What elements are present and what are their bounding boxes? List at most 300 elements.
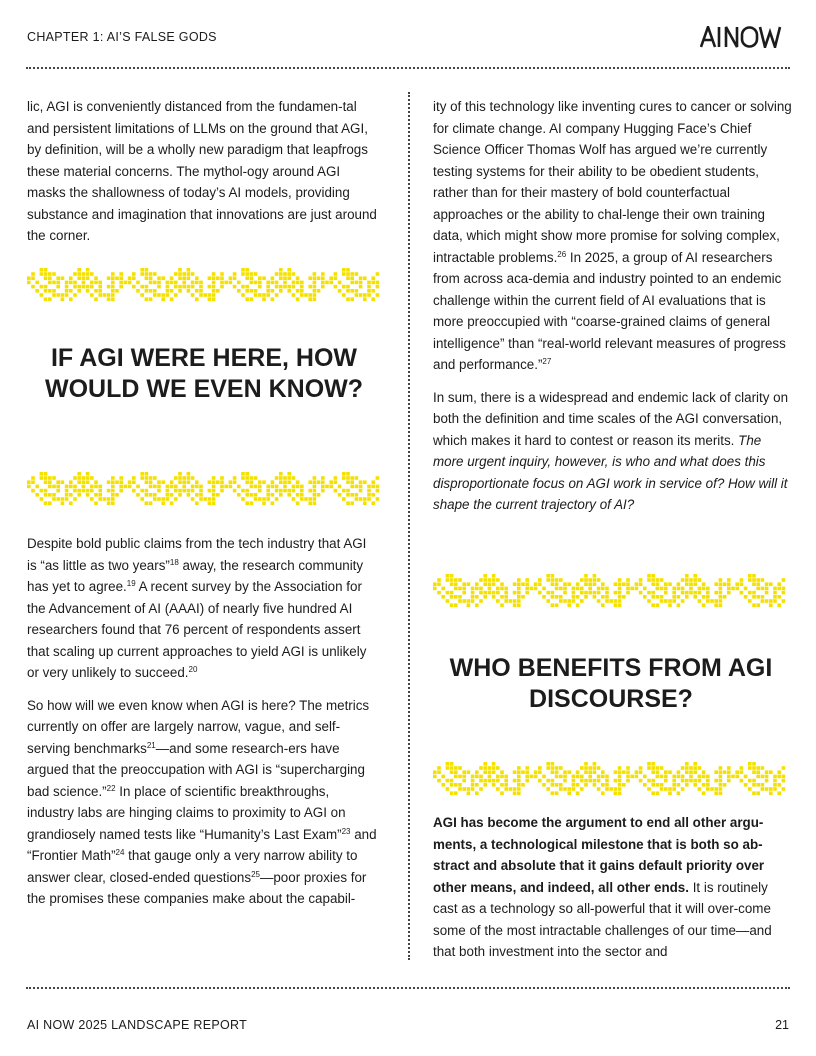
ornament-pixel [170,493,174,497]
ornament-pixel [765,779,769,783]
ornament-pixel [488,766,492,770]
ornament-pixel [90,489,94,493]
ornament-pixel [283,272,287,276]
ornament-pixel [178,489,182,493]
ornament-pixel [166,485,170,489]
ornament-pixel [325,281,329,285]
ornament-pixel [174,281,178,285]
ornament-pixel [462,770,466,774]
ornament-pixel [769,582,773,586]
ornament-pixel [287,476,291,480]
ornament-pixel [517,595,521,599]
ornament-pixel [376,497,380,501]
ornament-pixel [145,493,149,497]
ornament-pixel [182,489,186,493]
ornament-pixel [584,591,588,595]
ornament-pixel [149,485,153,489]
ornament-pixel [77,489,81,493]
ornament-pixel [359,285,363,289]
ornament-pixel [475,582,479,586]
ornament-pixel [355,281,359,285]
paragraph: lic, AGI is conveniently distanced from the fundamen-tal and persistent limitations of LLMs on the ground that AGI, by definition, will be a wholly new paradigm that leapfrogs these material concerns. The mythol-ogy around AGI masks the shallowness of today’s AI models, providing substance and imagination that innovations are just around the corner. [27,99,377,243]
ornament-pixel [153,485,157,489]
ornament-pixel [441,775,445,779]
ornament-pixel [371,485,375,489]
ornament-pixel [752,791,756,795]
ornament-pixel [580,587,584,591]
ornament-pixel [149,493,153,497]
ornament-pixel [346,272,350,276]
ornament-pixel [614,591,618,595]
ornament-pixel [287,272,291,276]
ornament-pixel [542,775,546,779]
ornament-pixel [40,472,44,476]
ornament-pixel [475,603,479,607]
ornament-pixel [279,476,283,480]
ornament-pixel [500,587,504,591]
ornament-pixel [287,268,291,272]
ornament-pixel [534,587,538,591]
ornament-pixel [513,591,517,595]
ornament-pixel [250,281,254,285]
ornament-pixel [605,595,609,599]
ornament-pixel [61,297,65,301]
ornament-pixel [161,276,165,280]
ornament-pixel [446,591,450,595]
ornament-pixel [546,779,550,783]
ornament-pixel [77,268,81,272]
ornament-pixel [773,595,777,599]
ornament-pixel [483,766,487,770]
ornament-pixel [145,489,149,493]
ornament-pixel [677,770,681,774]
ornament-pixel [685,762,689,766]
ornament-pixel [56,497,60,501]
ornament-pixel [220,489,224,493]
ornament-pixel [245,476,249,480]
ornament-pixel [454,783,458,787]
ornament-pixel [626,578,630,582]
ornament-pixel [61,293,65,297]
ornament-pixel [317,480,321,484]
ornament-pixel [329,281,333,285]
ornament-pixel [346,276,350,280]
ornament-pixel [664,599,668,603]
ornament-pixel [740,591,744,595]
ornament-pixel [245,285,249,289]
ornament-pixel [588,578,592,582]
ornament-pixel [597,591,601,595]
ornament-pixel [618,599,622,603]
ornament-pixel [446,578,450,582]
ornament-pixel [605,787,609,791]
ornament-pixel [639,779,643,783]
ornament-pixel [199,293,203,297]
ornament-pixel [609,787,613,791]
ornament-pixel [605,783,609,787]
ornament-pixel [287,472,291,476]
ornament-pixel [551,603,555,607]
ornament-pixel [551,779,555,783]
ornament-pixel [44,276,48,280]
ornament-pixel [145,472,149,476]
ornament-pixel [103,497,107,501]
ornament-pixel [82,285,86,289]
ornament-pixel [500,595,504,599]
ornament-pixel [44,493,48,497]
ornament-pixel [714,603,718,607]
ornament-pixel [782,766,786,770]
ornament-pixel [677,595,681,599]
ornament-pixel [44,285,48,289]
ornament-pixel [178,472,182,476]
ornament-pixel [656,587,660,591]
ornament-pixel [119,480,123,484]
ornament-pixel [346,285,350,289]
ornament-pixel [626,587,630,591]
ornament-pixel [48,276,52,280]
ornament-pixel [672,595,676,599]
ornament-pixel [555,603,559,607]
ornament-pixel [647,779,651,783]
ornament-pixel [90,272,94,276]
ornament-pixel [761,766,765,770]
ornament-pixel [266,489,270,493]
ornament-pixel [212,501,216,505]
ornament-pixel [355,497,359,501]
ornament-pixel [492,578,496,582]
ornament-pixel [262,480,266,484]
ornament-pixel [618,779,622,783]
ornament-pixel [359,489,363,493]
ornament-pixel [258,281,262,285]
ornament-pixel [458,578,462,582]
ornament-pixel [182,272,186,276]
ornament-pixel [719,599,723,603]
ornament-pixel [279,493,283,497]
ornament-pixel [651,762,655,766]
ornament-pixel [693,783,697,787]
ornament-pixel [651,582,655,586]
ornament-pixel [77,272,81,276]
ornament-pixel [765,599,769,603]
ornament-pixel [376,272,380,276]
ornament-pixel [334,480,338,484]
ornament-pixel [212,289,216,293]
ornament-pixel [614,791,618,795]
ornament-pixel [94,297,98,301]
ornament-pixel [618,578,622,582]
ornament-pixel [622,783,626,787]
ornament-pixel [576,595,580,599]
ornament-pixel [546,787,550,791]
ornament-pixel [647,599,651,603]
ornament-pixel [626,766,630,770]
ornament-pixel [626,775,630,779]
ornament-pixel [346,493,350,497]
ornament-pixel [458,783,462,787]
ornament-pixel [178,276,182,280]
ornament-pixel [216,480,220,484]
ornament-pixel [212,480,216,484]
ornament-pixel [664,587,668,591]
ornament-pixel [313,285,317,289]
ornament-pixel [73,497,77,501]
ornament-pixel [145,297,149,301]
ornament-pixel [437,578,441,582]
ornament-pixel [719,766,723,770]
ornament-pixel [719,587,723,591]
ornament-pixel [69,493,73,497]
ornament-pixel [367,485,371,489]
ornament-pixel [496,591,500,595]
ornament-pixel [542,595,546,599]
ornament-pixel [296,493,300,497]
ornament-pixel [651,779,655,783]
ornament-pixel [245,276,249,280]
ornament-pixel [199,497,203,501]
ornament-pixel [107,293,111,297]
ornament-pixel [454,770,458,774]
ornament-pixel [128,281,132,285]
ornament-pixel [208,480,212,484]
ornament-pixel [656,603,660,607]
ornament-pixel [744,595,748,599]
ornament-pixel [664,779,668,783]
ornament-pixel [597,779,601,783]
ornament-pixel [614,603,618,607]
ornament-pixel [471,591,475,595]
ornament-pixel [471,595,475,599]
ornament-pixel [450,791,454,795]
ornament-pixel [651,791,655,795]
ornament-pixel [454,587,458,591]
ornament-pixel [714,599,718,603]
ornament-pixel [233,489,237,493]
ornament-pixel [656,578,660,582]
ornament-pixel [254,272,258,276]
ornament-pixel [517,599,521,603]
ornament-pixel [350,289,354,293]
ornament-pixel [342,489,346,493]
ornament-pixel [216,276,220,280]
ornament-pixel [157,485,161,489]
ornament-pixel [212,297,216,301]
ornament-pixel [342,285,346,289]
ornament-pixel [313,272,317,276]
ornament-pixel [483,770,487,774]
ornament-pixel [462,582,466,586]
ornament-pixel [521,582,525,586]
ornament-pixel [313,289,317,293]
ornament-pixel [651,770,655,774]
ornament-pixel [765,770,769,774]
ornament-pixel [191,272,195,276]
ornament-pixel [153,476,157,480]
ornament-pixel [601,582,605,586]
ornament-pixel [229,480,233,484]
ornament-pixel [488,578,492,582]
ornament-pixel [338,281,342,285]
ornament-pixel [702,775,706,779]
ornament-pixel [258,485,262,489]
ornament-pixel [462,599,466,603]
ornament-pixel [563,582,567,586]
ornament-pixel [313,489,317,493]
ornament-pixel [237,493,241,497]
ornament-pixel [698,775,702,779]
ornament-pixel [115,480,119,484]
ornament-pixel [292,485,296,489]
ornament-pixel [166,489,170,493]
ornament-pixel [433,775,437,779]
ornament-pixel [48,476,52,480]
ornament-pixel [458,587,462,591]
ornament-pixel [174,489,178,493]
page-number: 21 [775,1018,789,1032]
ornament-pixel [643,595,647,599]
ornament-pixel [651,603,655,607]
ornament-pixel [157,276,161,280]
ornament-pixel [584,770,588,774]
ornament-pixel [723,783,727,787]
ornament-pixel [752,582,756,586]
ornament-pixel [271,485,275,489]
ornament-pixel [546,591,550,595]
ornament-pixel [496,775,500,779]
ornament-pixel [94,281,98,285]
ornament-pixel [446,779,450,783]
ornament-pixel [496,766,500,770]
ornament-pixel [530,587,534,591]
ornament-pixel [643,587,647,591]
ornament-pixel [496,787,500,791]
ornament-pixel [258,497,262,501]
ornament-pixel [44,472,48,476]
ornament-pixel [77,476,81,480]
ornament-pixel [563,779,567,783]
ornament-pixel [254,485,258,489]
column-divider [408,92,410,960]
ornament-pixel [346,480,350,484]
ornament-pixel [191,485,195,489]
ornament-pixel [350,297,354,301]
ornament-pixel [363,297,367,301]
ornament-pixel [618,766,622,770]
ornament-pixel [376,285,380,289]
ornament-pixel [94,493,98,497]
ornament-pixel [517,770,521,774]
ornament-pixel [187,472,191,476]
ornament-pixel [48,297,52,301]
ornament-pixel [69,480,73,484]
ornament-pixel [513,787,517,791]
ornament-pixel [483,591,487,595]
ornament-pixel [355,485,359,489]
ornament-pixel [149,289,153,293]
ornament-pixel [773,783,777,787]
ornament-pixel [187,276,191,280]
ornament-pixel [56,276,60,280]
ornament-pixel [513,599,517,603]
ornament-pixel [35,281,39,285]
paragraph: AGI has become the argument to end all other argu-ments, a technological milestone that is both so ab-stract and absolute that it gains default priority over other means, and indeed, all other ends. It is routinely cast as a technology so all-powerful that it will over-come some of the most intractable challenges of our time—and that both investment into the sector and [433,815,772,959]
ornament-pixel [170,276,174,280]
ornament-pixel [174,485,178,489]
ornament-pixel [618,775,622,779]
ornament-pixel [752,783,756,787]
ornament-pixel [517,791,521,795]
ornament-pixel [40,497,44,501]
ornament-pixel [220,272,224,276]
ornament-pixel [296,501,300,505]
ornament-pixel [174,497,178,501]
ornament-pixel [191,293,195,297]
ornament-pixel [44,289,48,293]
ornament-pixel [685,578,689,582]
ornament-pixel [271,501,275,505]
ornament-pixel [576,775,580,779]
ornament-pixel [559,578,563,582]
ornament-pixel [170,289,174,293]
ornament-pixel [283,285,287,289]
ornament-pixel [479,775,483,779]
ornament-pixel [492,595,496,599]
ornament-pixel [86,489,90,493]
ornament-pixel [350,485,354,489]
ornament-pixel [479,787,483,791]
ornament-pixel [279,272,283,276]
ornament-pixel [504,779,508,783]
ornament-pixel [342,472,346,476]
ornament-pixel [262,497,266,501]
ornament-pixel [710,599,714,603]
ornament-pixel [551,582,555,586]
ornament-pixel [178,268,182,272]
ornament-pixel [723,770,727,774]
ornament-pixel [513,770,517,774]
ornament-pixel [555,587,559,591]
ornament-pixel [727,775,731,779]
ornament-pixel [69,281,73,285]
ornament-pixel [271,281,275,285]
ornament-pixel [157,489,161,493]
ornament-pixel [664,582,668,586]
ornament-pixel [111,285,115,289]
ornament-pixel [664,770,668,774]
ornament-pixel [551,578,555,582]
ornament-pixel [580,779,584,783]
ornament-pixel [504,591,508,595]
ornament-pixel [300,485,304,489]
ornament-pixel [752,595,756,599]
ornament-pixel [454,582,458,586]
ornament-pixel [321,485,325,489]
ornament-pixel [145,480,149,484]
ornament-pixel [241,285,245,289]
ornament-pixel [719,787,723,791]
ornament-pixel [647,787,651,791]
ornament-pixel [275,272,279,276]
ornament-pixel [748,591,752,595]
ornament-pixel [467,791,471,795]
ornament-pixel [271,276,275,280]
ornament-pixel [740,766,744,770]
ornament-pixel [588,591,592,595]
ornament-pixel [157,497,161,501]
ornament-pixel [287,489,291,493]
ornament-pixel [77,276,81,280]
